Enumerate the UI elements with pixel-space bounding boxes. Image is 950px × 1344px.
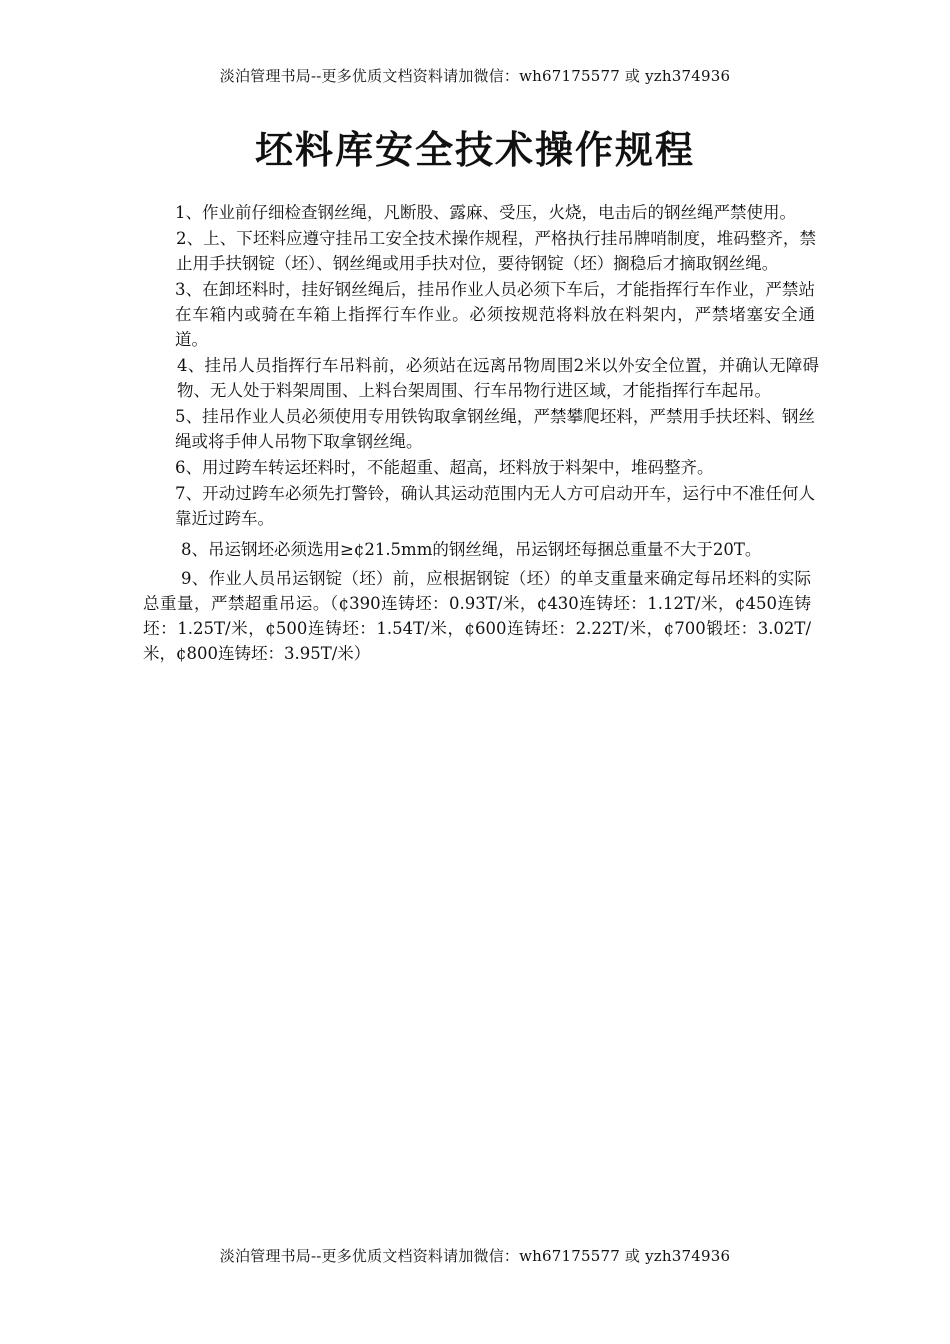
rules-list <box>0 200 950 667</box>
rule-item-3: 3、在卸坯料时，挂好钢丝绳后，挂吊作业人员必须下车后，才能指挥行车作业，严禁站在车箱内或骑在车箱上指挥行车作业。必须按规范将料放在料架内，严禁堵塞安全通道。 <box>175 280 815 349</box>
header-note: 淡泊管理书局--更多优质文档资料请加微信：wh67175577 或 yzh374936 <box>219 67 731 85</box>
rule-item-2: 2、上、下坯料应遵守挂吊工安全技术操作规程，严格执行挂吊牌哨制度，堆码整齐，禁止用手扶钢锭（坯）、钢丝绳或用手扶对位，要待钢锭（坯）搁稳后才摘取钢丝绳。 <box>176 229 816 273</box>
rule-item-7: 7、开动过跨车必须先打警铃，确认其运动范围内无人方可启动开车，运行中不准任何人靠近过跨车。 <box>175 484 815 528</box>
rule-item-5: 5、挂吊作业人员必须使用专用铁钩取拿钢丝绳，严禁攀爬坯料，严禁用手扶坯料、钢丝绳或将手伸人吊物下取拿钢丝绳。 <box>175 407 815 451</box>
rule-item-4: 4、挂吊人员指挥行车吊料前，必须站在远离吊物周围2米以外安全位置，并确认无障碍物、无人处于料架周围、上料台架周围、行车吊物行进区域，才能指挥行车起吊。 <box>177 356 819 400</box>
rule-item-1: 1、作业前仔细检查钢丝绳，凡断股、露麻、受压，火烧，电击后的钢丝绳严禁使用。 <box>175 203 796 222</box>
rule-item-8: 8、吊运钢坯必须选用≥¢21.5mm的钢丝绳，吊运钢坯每捆总重量不大于20T。 <box>181 540 762 559</box>
footer-note: 淡泊管理书局--更多优质文档资料请加微信：wh67175577 或 yzh374936 <box>219 1247 731 1265</box>
document-title: 坯料库安全技术操作规程 <box>254 128 695 172</box>
rule-item-9: 9、作业人员吊运钢锭（坯）前，应根据钢锭（坯）的单支重量来确定每吊坯料的实际总重量，严禁超重吊运。（¢390连铸坯：0.93T/米，¢430连铸坯：1.12T/米，¢450连铸坯：1.25T/米，¢500连铸坯：1.54T/米，¢600连铸坯：2.22T/米，¢700锻坯：3.02T/米，¢800连铸坯：3.95T/米） <box>143 569 811 663</box>
rule-item-6: 6、用过跨车转运坯料时，不能超重、超高，坯料放于料架中，堆码整齐。 <box>175 458 714 477</box>
